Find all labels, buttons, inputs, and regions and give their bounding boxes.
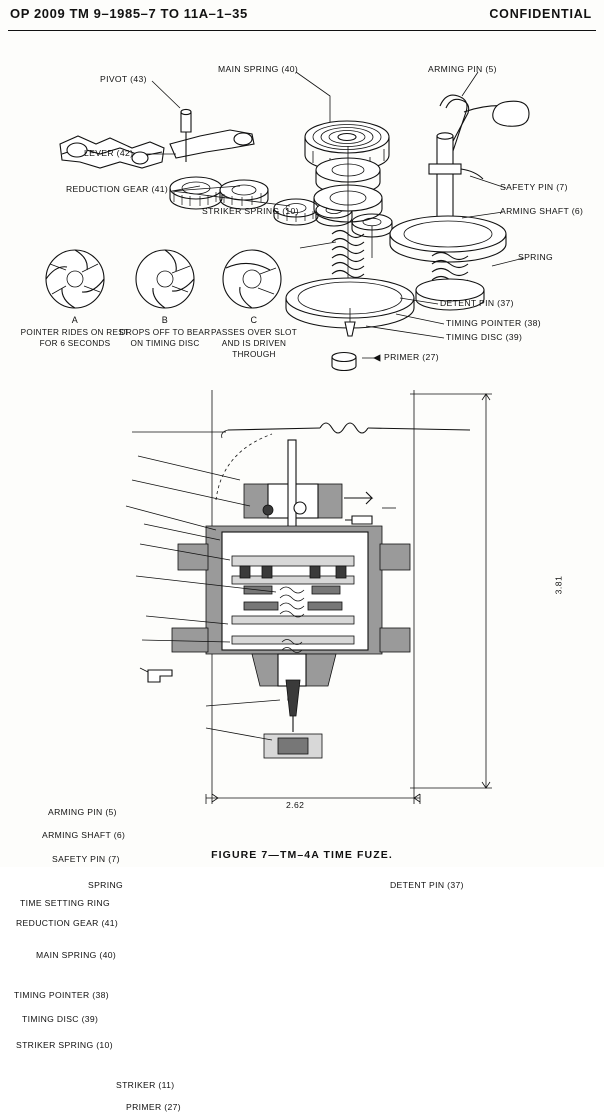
label-arming-shaft: ARMING SHAFT (6) <box>500 206 584 216</box>
sec-label-arming-shaft: ARMING SHAFT (6) <box>42 830 126 840</box>
page-header <box>10 6 594 28</box>
detail-letter-b: B <box>161 315 169 325</box>
arming-shaft-assembly <box>390 95 529 310</box>
dimension-height: 3.81 <box>553 575 564 595</box>
detail-letter-a: A <box>71 315 79 325</box>
fuze-body-section <box>148 440 410 758</box>
label-main-spring: MAIN SPRING (40) <box>218 64 299 74</box>
sec-label-striker-spring: STRIKER SPRING (10) <box>16 1040 113 1050</box>
sec-label-arming-pin: ARMING PIN (5) <box>48 807 117 817</box>
label-timing-disc: TIMING DISC (39) <box>446 332 523 342</box>
sec-label-reduction-gear: REDUCTION GEAR (41) <box>16 918 119 928</box>
detail-text-a: POINTER RIDES ON REST FOR 6 SECONDS <box>20 328 130 349</box>
sec-label-timing-pointer: TIMING POINTER (38) <box>14 990 109 1000</box>
label-lever: LEVER (42) <box>84 148 134 158</box>
classification-marking: CONFIDENTIAL <box>489 7 592 21</box>
exploded-view-diagram <box>0 36 604 376</box>
sec-label-safety-pin: SAFETY PIN (7) <box>52 854 120 864</box>
sec-label-time-setting: TIME SETTING RING <box>20 898 110 908</box>
detail-letter-c: C <box>250 315 258 325</box>
document-reference: OP 2009 TM 9–1985–7 TO 11A–1–35 <box>10 6 248 21</box>
label-timing-pointer: TIMING POINTER (38) <box>446 318 541 328</box>
sectional-view-drawing <box>0 380 604 845</box>
sec-label-primer: PRIMER (27) <box>126 1102 181 1112</box>
detail-circle-c <box>223 250 281 308</box>
detail-caption-c <box>202 314 306 360</box>
label-safety-pin: SAFETY PIN (7) <box>500 182 568 192</box>
header-rule <box>8 30 596 31</box>
detail-circle-b <box>136 250 194 308</box>
lever-assembly <box>60 109 254 168</box>
primer-part <box>332 353 356 371</box>
detail-text-c: PASSES OVER SLOT AND IS DRIVEN THROUGH <box>210 328 298 360</box>
detail-circle-a <box>46 250 104 308</box>
sec-label-main-spring: MAIN SPRING (40) <box>36 950 117 960</box>
figure-caption: FIGURE 7—TM–4A TIME FUZE. <box>211 849 393 861</box>
detail-text-b: DROPS OFF TO BEAR ON TIMING DISC <box>119 328 211 349</box>
dimension-width: 2.62 <box>286 800 305 810</box>
arming-pin-wire <box>222 423 470 438</box>
label-spring: SPRING <box>518 252 554 262</box>
label-pivot: PIVOT (43) <box>100 74 147 84</box>
sec-label-striker: STRIKER (11) <box>116 1080 175 1090</box>
sec-label-timing-disc: TIMING DISC (39) <box>22 1014 99 1024</box>
sec-label-spring: SPRING <box>88 880 124 890</box>
sec-label-detent-pin: DETENT PIN (37) <box>390 880 464 890</box>
label-primer: PRIMER (27) <box>384 352 439 362</box>
label-reduction-gear: REDUCTION GEAR (41) <box>66 184 169 194</box>
label-striker-spring: STRIKER SPRING (10) <box>202 206 299 216</box>
label-detent-pin: DETENT PIN (37) <box>440 298 514 308</box>
label-arming-pin: ARMING PIN (5) <box>428 64 497 74</box>
